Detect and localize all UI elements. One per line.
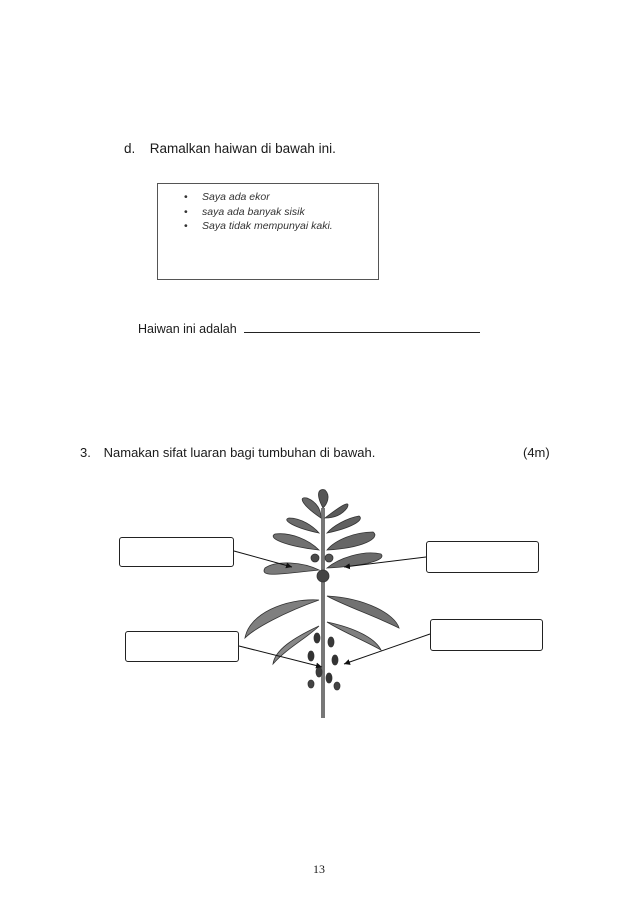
bullet-icon: • xyxy=(184,205,188,218)
arrow-bottom-left xyxy=(239,646,322,667)
question-3-number: 3. xyxy=(80,445,91,460)
bullet-icon: • xyxy=(184,220,188,232)
label-box-top-right[interactable] xyxy=(426,541,539,573)
page-number: 13 xyxy=(313,862,325,876)
label-box-bottom-left[interactable] xyxy=(125,631,239,662)
label-box-top-left[interactable] xyxy=(119,537,234,567)
clue-text: saya ada banyak sisik xyxy=(202,205,305,218)
clue-text: Saya ada ekor xyxy=(202,191,270,203)
arrow-top-left xyxy=(234,551,292,567)
arrow-top-right xyxy=(344,557,426,567)
question-d-text: Ramalkan haiwan di bawah ini. xyxy=(149,141,336,156)
question-3-text: Namakan sifat luaran bagi tumbuhan di bawah. xyxy=(103,445,376,460)
bullet-icon: • xyxy=(184,191,188,203)
question-3-marks: (4m) xyxy=(523,445,550,460)
clue-text: Saya tidak mempunyai kaki. xyxy=(202,220,333,232)
answer-prompt: Haiwan ini adalah xyxy=(138,322,237,336)
label-box-bottom-right[interactable] xyxy=(430,619,543,651)
arrow-bottom-right xyxy=(344,634,430,664)
question-d-number: d. xyxy=(124,141,136,156)
